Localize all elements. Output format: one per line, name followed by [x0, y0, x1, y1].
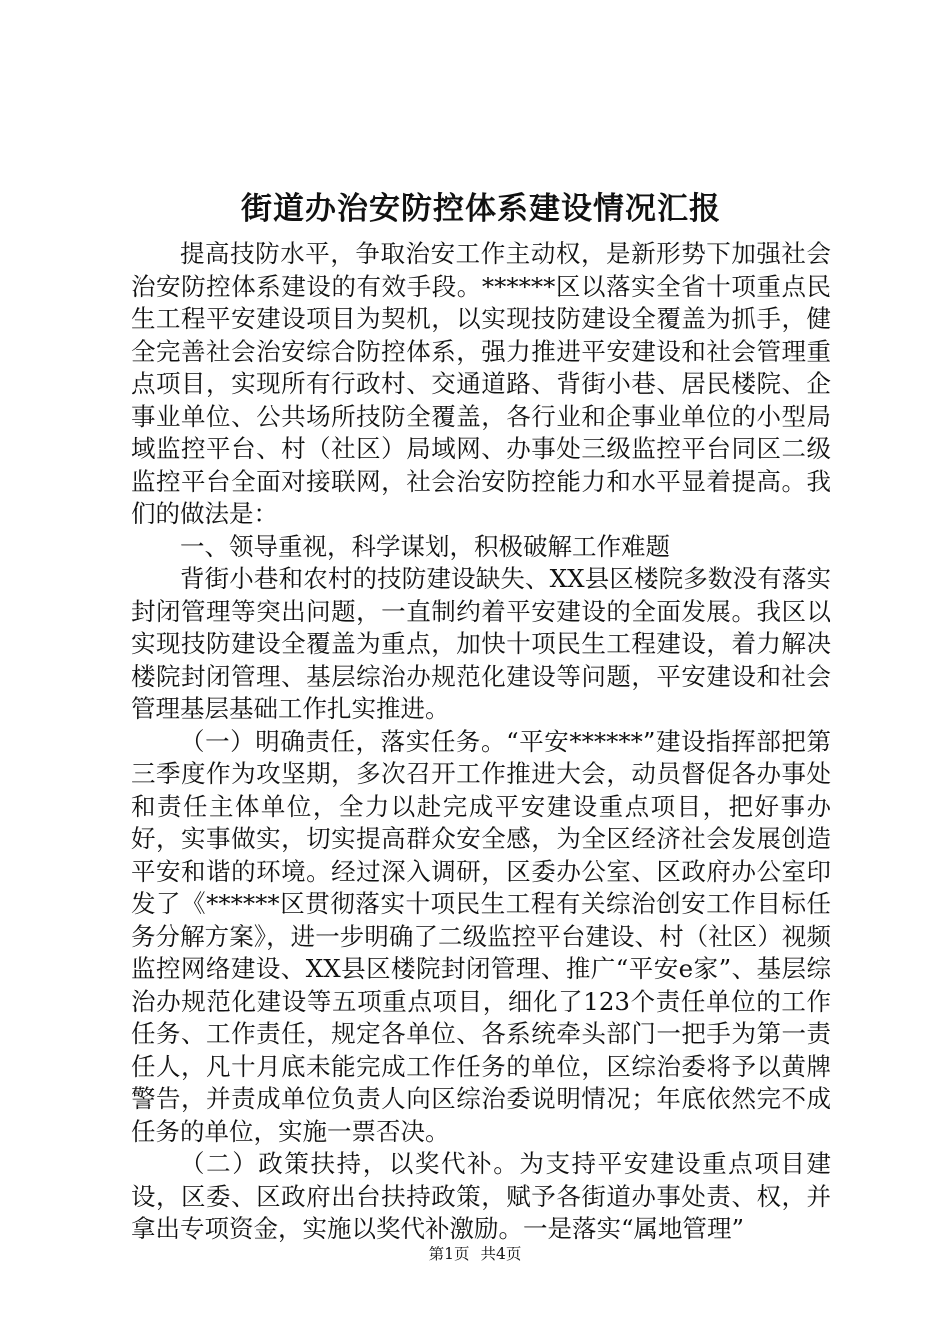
section-heading-1: 一、领导重视，科学谋划，积极破解工作难题: [180, 531, 670, 561]
document-page: [131, 186, 831, 1246]
paragraph-section-1: 背街小巷和农村的技防建设缺失、XX县区楼院多数没有落实封闭管理等突出问题，一直制约着平安建设的全面发展。我区以实现技防建设全覆盖为重点，加快十项民生工程建设，着力解决楼院封闭管理、基层综治办规范化建设等问题，平安建设和社会管理基层基础工作扎实推进。: [131, 564, 831, 723]
page-footer: [0, 1244, 950, 1264]
paragraph-subsection-1: （一）明确责任，落实任务。“平安******”建设指挥部把第三季度作为攻坚期，多次召开工作推进大会，动员督促各办事处和责任主体单位，全力以赴完成平安建设重点项目，把好事办好，实事做实，切实提高群众安全感，为全区经济社会发展创造平安和谐的环境。经过深入调研，区委办公室、区政府办公室印发了《******区贯彻落实十项民生工程有关综治创安工作目标任务分解方案》，进一步明确了二级监控平台建设、村（社区）视频监控网络建设、XX县区楼院封闭管理、推广“平安e家”、基层综治办规范化建设等五项重点项目，细化了123个责任单位的工作任务、工作责任，规定各单位、各系统牵头部门一把手为第一责任人，凡十月底未能完成工作任务的单位，区综治委将予以黄牌警告，并责成单位负责人向区综治委说明情况；年底依然完不成任务的单位，实施一票否决。: [131, 726, 831, 1146]
paragraph-intro: 提高技防水平，争取治安工作主动权，是新形势下加强社会治安防控体系建设的有效手段。******区以落实全省十项重点民生工程平安建设项目为契机，以实现技防建设全覆盖为抓手，健全完善社会治安综合防控体系，强力推进平安建设和社会管理重点项目，实现所有行政村、交通道路、背街小巷、居民楼院、企事业单位、公共场所技防全覆盖，各行业和企事业单位的小型局域监控平台、村（社区）局域网、办事处三级监控平台同区二级监控平台全面对接联网，社会治安防控能力和水平显着提高。我们的做法是：: [131, 239, 831, 528]
page-number: 第1页: [428, 1245, 470, 1263]
page-total: 共4页: [480, 1245, 522, 1263]
paragraph-subsection-2: （二）政策扶持，以奖代补。为支持平安建设重点项目建设，区委、区政府出台扶持政策，赋予各街道办事处责、权，并拿出专项资金，实施以奖代补激励。一是落实“属地管理”: [131, 1149, 831, 1243]
document-body: [131, 238, 831, 1246]
document-title: 街道办治安防控体系建设情况汇报: [241, 191, 721, 227]
